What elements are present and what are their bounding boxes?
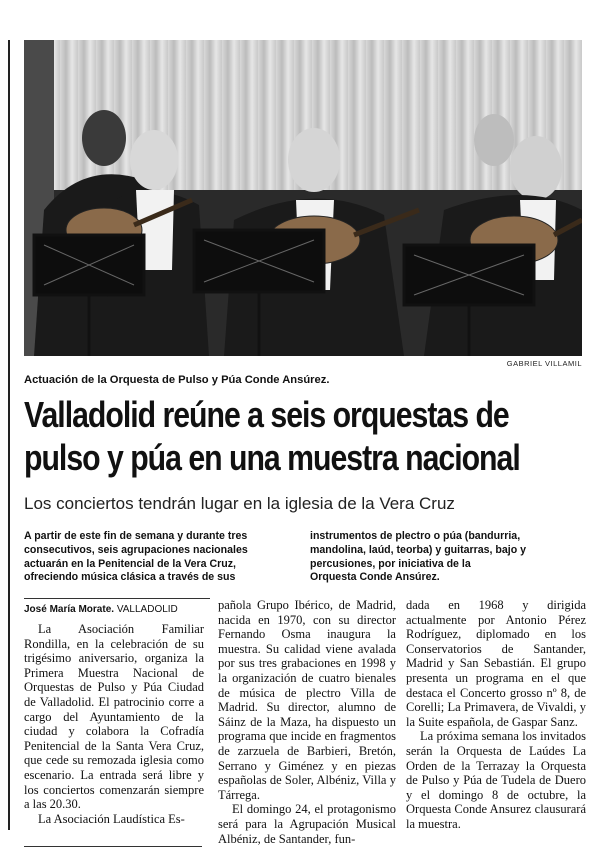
bottom-rule (24, 846, 202, 847)
body-column-2 (218, 598, 396, 846)
body-paragraph: La próxima semana los invitados serán la Orquesta de Laúdes La Orden de la Terrazay la Orquesta de Pulso y Púa de Tudela de Duero y el domingo 8 de octubre, la Orquesta Conde Ansurez clausurará la muestra. (406, 729, 586, 831)
body-paragraph: pañola Grupo Ibérico, de Madrid, nacida en 1970, con su director Fernando Osma inaugura la muestra. Su calidad viene avalada por sus tres grabaciones en 1998 y la organización de cuatro bienales de música de plectro Villa de Madrid. Su director, alumno de Sáinz de la Maza, ha dispuesto un programa que incide en fragmentos de zarzuela de Barbieri, Bretón, Serrano y Giménez y en piezas españolas de Soler, Albéniz, Villa y Tárrega. (218, 598, 396, 802)
body-paragraph: La Asociación Familiar Rondilla, en la celebración de su trigésimo aniversario, organiza la Primera Muestra Nacional de Orquestas de Pulso y Púa Ciudad de Valladolid. El patrocinio corre a cargo del Ayuntamiento de la ciudad y colabora la Cofradía Penitencial de la Santa Vera Cruz, que cede su remozada iglesia como escenario. La entrada será libre y los conciertos comenzarán siempre a las 20.30. (24, 622, 204, 812)
body-paragraph: dada en 1968 y dirigida actualmente por Antonio Pérez Rodríguez, diplomado en los Conservatorios de Santander, Madrid y San Sebastián. El grupo presenta un programa en el que destaca el Concerto grosso nº 8, de Corelli; La Primavera, de Vivaldi, y la Suite española, de Gaspar Sanz. (406, 598, 586, 729)
byline-author: José María Morate. (24, 604, 115, 615)
headline-line-1: Valladolid reúne a seis orquestas de (24, 394, 509, 435)
musicians-illustration (24, 40, 582, 356)
headline (24, 393, 595, 479)
body-column-3 (406, 598, 586, 832)
body-column-1 (24, 622, 204, 826)
concert-photo (24, 40, 582, 356)
lead-line: Orquesta Conde Ansúrez. (310, 571, 440, 584)
body-paragraph: La Asociación Laudística Es- (38, 811, 185, 826)
lead-line: A partir de este fin de semana y durante tres (24, 530, 248, 542)
lead-paragraph-right (310, 530, 565, 585)
byline-rule (24, 598, 210, 599)
subheadline: Los conciertos tendrán lugar en la iglesia de la Vera Cruz (24, 494, 455, 513)
lead-line: ofreciendo música clásica a través de sus (24, 571, 236, 584)
body-paragraph: El domingo 24, el protagonismo será para la Agrupación Musical Albéniz, de Santander, fun- (218, 802, 396, 846)
lead-line: percusiones, por iniciativa de la (310, 557, 471, 570)
lead-line: consecutivos, seis agrupaciones nacionales (24, 543, 248, 556)
headline-line-2: pulso y púa en una muestra nacional (24, 437, 520, 478)
lead-paragraph-left (24, 530, 279, 585)
lead-line: instrumentos de plectro o púa (bandurria, (310, 530, 521, 542)
lead-line: actuarán en la Penitencial de la Vera Cruz, (24, 557, 236, 570)
lead-line: mandolina, laúd, teorba) y guitarras, bajo y (310, 543, 527, 556)
left-column-rule (8, 40, 10, 830)
byline (24, 604, 178, 615)
photo-credit: GABRIEL VILLAMIL (506, 359, 582, 368)
photo-caption: Actuación de la Orquesta de Pulso y Púa Conde Ansúrez. (24, 374, 330, 386)
byline-place: VALLADOLID (116, 604, 178, 615)
